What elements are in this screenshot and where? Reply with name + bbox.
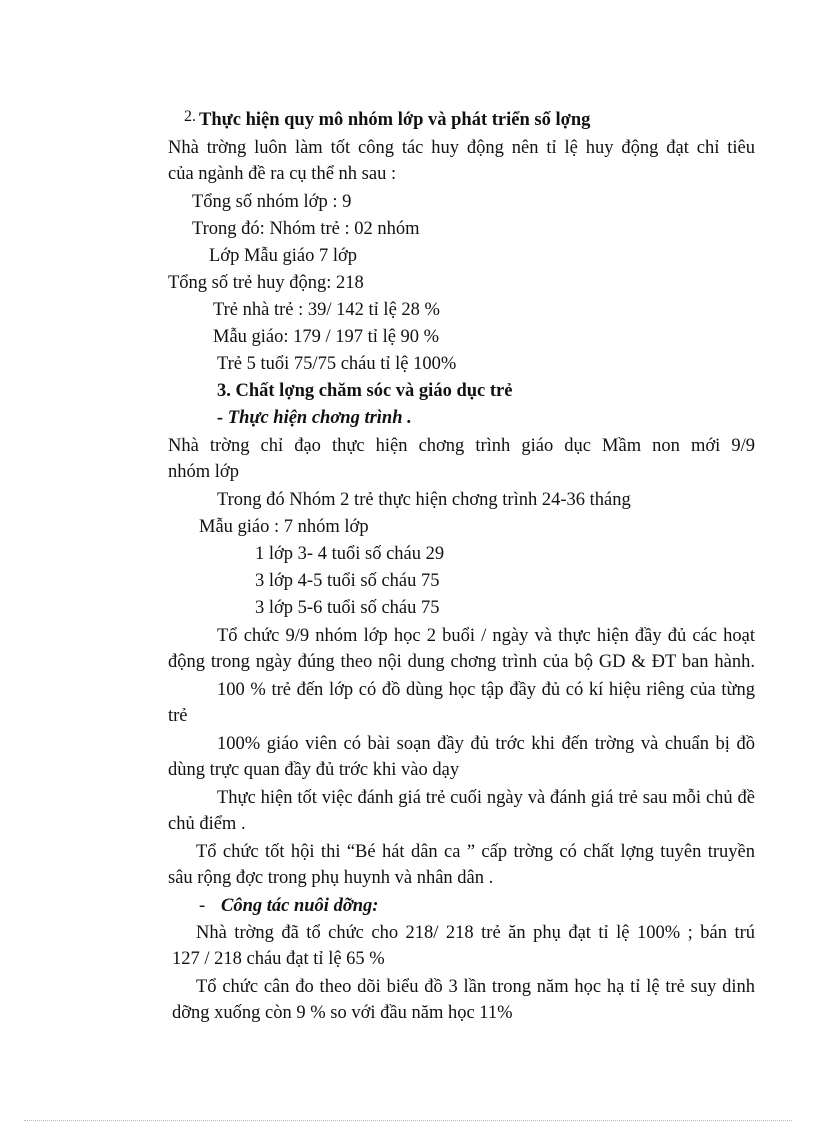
total-mobilized-line: Tổng số trẻ huy động: 218 bbox=[168, 273, 364, 293]
age-group-line: 3 lớp 5-6 tuổi số cháu 75 bbox=[255, 598, 440, 618]
paragraph-line: của ngành đề ra cụ thể nh sau : bbox=[168, 164, 397, 184]
paragraph-line: Tổ chức 9/9 nhóm lớp học 2 buổi / ngày và thực hiện đầy đủ các hoạt bbox=[217, 626, 755, 646]
age-group-line: 3 lớp 4-5 tuổi số cháu 75 bbox=[255, 571, 440, 591]
age-group-line: 1 lớp 3- 4 tuổi số cháu 29 bbox=[255, 544, 445, 564]
paragraph-line: 100% giáo viên có bài soạn đầy đủ trớc khi đến trờng và chuẩn bị đồ bbox=[217, 734, 755, 754]
program-subheading: - Thực hiện chơng trình . bbox=[217, 408, 412, 428]
total-groups-line: Tổng số nhóm lớp : 9 bbox=[192, 192, 352, 212]
paragraph-line: Tổ chức tốt hội thi “Bé hát dân ca ” cấp trờng có chất lợng tuyên truyền bbox=[196, 842, 755, 862]
paragraph-line: Tổ chức cân đo theo dõi biểu đồ 3 lần trong năm học hạ tỉ lệ trẻ suy dinh bbox=[196, 977, 755, 997]
section-2-heading: Thực hiện quy mô nhóm lớp và phát triển số lợng bbox=[199, 110, 591, 130]
paragraph-line: 127 / 218 cháu đạt tỉ lệ 65 % bbox=[172, 949, 385, 969]
of-which-line: Trong đó: Nhóm trẻ : 02 nhóm bbox=[192, 219, 420, 239]
paragraph-line: Nhà trờng đã tổ chức cho 218/ 218 trẻ ăn phụ đạt tỉ lệ 100% ; bán trú bbox=[196, 923, 755, 943]
paragraph-line: sâu rộng đợc trong phụ huynh và nhân dân . bbox=[168, 868, 494, 888]
nursery-rate-line: Trẻ nhà trẻ : 39/ 142 tỉ lệ 28 % bbox=[213, 300, 440, 320]
paragraph-line: Trong đó Nhóm 2 trẻ thực hiện chơng trình 24-36 tháng bbox=[217, 490, 631, 510]
kindergarten-rate-line: Mẫu giáo: 179 / 197 tỉ lệ 90 % bbox=[213, 327, 440, 347]
section-3-heading: 3. Chất lợng chăm sóc và giáo dục trẻ bbox=[217, 381, 513, 401]
paragraph-line: Nhà trờng chỉ đạo thực hiện chơng trình giáo dục Mầm non mới 9/9 bbox=[168, 436, 755, 456]
paragraph-line: nhóm lớp bbox=[168, 462, 239, 482]
paragraph-line: dùng trực quan đầy đủ trớc khi vào dạy bbox=[168, 760, 460, 780]
paragraph-line: trẻ bbox=[168, 706, 188, 726]
paragraph-line: động trong ngày đúng theo nội dung chơng trình của bộ GD & ĐT ban hành. bbox=[168, 652, 755, 672]
section-number: 2. bbox=[184, 108, 196, 125]
nutrition-subheading: Công tác nuôi dỡng: bbox=[221, 896, 379, 916]
list-dash: - bbox=[199, 896, 206, 916]
paragraph-line: chủ điểm . bbox=[168, 814, 246, 834]
paragraph-line: 100 % trẻ đến lớp có đồ dùng học tập đầy đủ có kí hiệu riêng của từng bbox=[217, 680, 755, 700]
kindergarten-groups-line: Mẫu giáo : 7 nhóm lớp bbox=[199, 517, 369, 537]
kindergarten-classes-line: Lớp Mẫu giáo 7 lớp bbox=[209, 246, 358, 266]
five-year-rate-line: Trẻ 5 tuổi 75/75 cháu tỉ lệ 100% bbox=[217, 354, 457, 374]
paragraph-line: Nhà trờng luôn làm tốt công tác huy động nên tỉ lệ huy động đạt chỉ tiêu bbox=[168, 138, 755, 158]
page-bottom-dotted-line bbox=[24, 1120, 792, 1121]
paragraph-line: Thực hiện tốt việc đánh giá trẻ cuối ngày và đánh giá trẻ sau mỗi chủ đề bbox=[217, 788, 755, 808]
paragraph-line: dỡng xuống còn 9 % so với đầu năm học 11% bbox=[172, 1003, 513, 1023]
